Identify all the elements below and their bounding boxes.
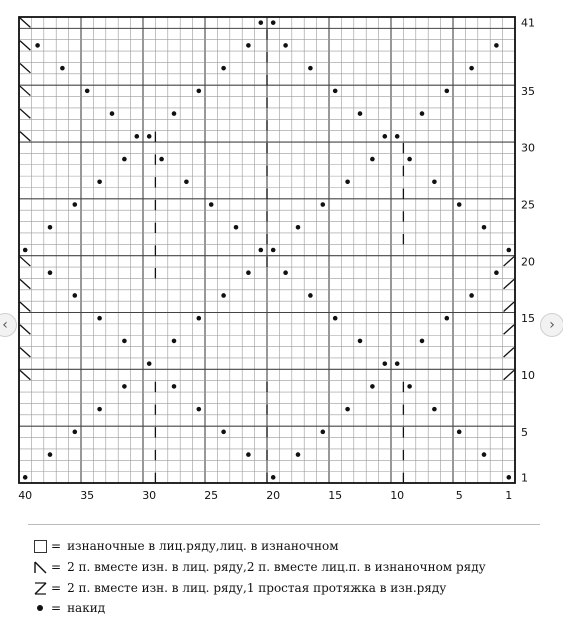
yarn-over-dot xyxy=(445,316,450,321)
yarn-over-dot xyxy=(48,452,53,457)
x-tick-label: 35 xyxy=(80,489,95,502)
chevron-left-icon: ‹ xyxy=(2,317,8,333)
yarn-over-dot xyxy=(197,316,202,321)
yarn-over-dot xyxy=(60,66,65,71)
left-slant-stitch xyxy=(20,109,30,118)
legend-label: изнаночные в лиц.ряду,лиц. в изнаночном xyxy=(67,539,339,553)
yarn-over-dot xyxy=(48,225,53,230)
yarn-over-dot xyxy=(283,43,288,48)
yarn-over-dot xyxy=(184,180,189,185)
yarn-over-dot xyxy=(321,202,326,207)
right-slant-icon xyxy=(34,582,47,595)
yarn-over-dot xyxy=(358,339,363,344)
yarn-over-dot xyxy=(383,134,388,139)
y-tick-label: 5 xyxy=(521,425,528,439)
x-tick-label: 10 xyxy=(390,489,405,502)
left-slant-stitch xyxy=(20,257,30,266)
legend-item-left-slant: = 2 п. вместе изн. в лиц. ряду,2 п. вместе лиц.п. в изнаночном ряду xyxy=(34,560,486,574)
yarn-over-dot xyxy=(469,293,474,298)
yarn-over-dot xyxy=(457,202,462,207)
yarn-over-dot xyxy=(234,225,239,230)
legend xyxy=(28,524,540,623)
yarn-over-dot xyxy=(73,202,78,207)
yarn-over-dot xyxy=(383,361,388,366)
x-tick-label: 1 xyxy=(505,489,513,502)
yarn-over-dot xyxy=(48,270,53,275)
yarn-over-dot xyxy=(333,316,338,321)
legend-item-right-slant: = 2 п. вместе изн. в лиц. ряду,1 простая протяжка в изн.ряду xyxy=(34,581,446,595)
yarn-over-dot xyxy=(221,430,226,435)
left-slant-stitch xyxy=(20,18,30,27)
yarn-over-dot xyxy=(308,293,313,298)
yarn-over-dot xyxy=(420,339,425,344)
yarn-over-dot xyxy=(209,202,214,207)
yarn-over-dot xyxy=(407,384,412,389)
right-slant-stitch xyxy=(504,370,514,379)
yarn-over-dot xyxy=(432,180,437,185)
legend-item-dot: = накид xyxy=(34,601,105,615)
empty-square-icon xyxy=(34,540,47,553)
yarn-over-dot xyxy=(135,134,140,139)
yarn-over-dot xyxy=(283,270,288,275)
yarn-over-dot xyxy=(395,361,400,366)
left-slant-stitch xyxy=(20,302,30,311)
left-slant-stitch xyxy=(20,279,30,288)
yarn-over-dot xyxy=(35,43,40,48)
yarn-over-dot xyxy=(73,430,78,435)
yarn-over-dot xyxy=(395,134,400,139)
yarn-over-dot xyxy=(271,248,276,253)
right-slant-stitch xyxy=(504,348,514,357)
left-slant-icon xyxy=(34,561,47,574)
left-slant-stitch xyxy=(20,132,30,141)
yarn-over-dot xyxy=(259,248,264,253)
yarn-over-dot xyxy=(23,248,28,253)
yarn-over-dot xyxy=(271,475,276,480)
yarn-over-dot xyxy=(172,384,177,389)
yarn-over-dot xyxy=(122,384,127,389)
yarn-over-dot xyxy=(97,407,102,412)
yarn-over-dot xyxy=(246,43,251,48)
yarn-over-dot xyxy=(507,475,512,480)
yarn-over-dot xyxy=(197,407,202,412)
yarn-over-dot xyxy=(246,452,251,457)
right-slant-stitch xyxy=(504,279,514,288)
yarn-over-dot xyxy=(445,89,450,94)
left-slant-stitch xyxy=(20,325,30,334)
y-tick-label: 1 xyxy=(521,471,528,485)
yarn-over-dot xyxy=(494,43,499,48)
yarn-over-dot xyxy=(172,339,177,344)
yarn-over-dot xyxy=(333,89,338,94)
legend-label: 2 п. вместе изн. в лиц. ряду,1 простая протяжка в изн.ряду xyxy=(67,581,447,595)
x-tick-label: 30 xyxy=(142,489,157,502)
x-tick-label: 25 xyxy=(204,489,219,502)
yarn-over-dot xyxy=(221,66,226,71)
yarn-over-dot xyxy=(259,20,264,25)
left-slant-stitch xyxy=(20,86,30,95)
yarn-over-dot xyxy=(345,180,350,185)
right-slant-stitch xyxy=(504,302,514,311)
y-tick-label: 15 xyxy=(521,312,535,326)
y-tick-label: 25 xyxy=(521,198,535,212)
x-tick-label: 15 xyxy=(328,489,343,502)
yarn-over-dot xyxy=(172,111,177,116)
yarn-over-dot xyxy=(147,134,152,139)
left-slant-stitch xyxy=(20,63,30,72)
dot-icon xyxy=(34,602,47,615)
yarn-over-dot xyxy=(97,180,102,185)
y-tick-label: 35 xyxy=(521,84,535,98)
y-tick-label: 30 xyxy=(521,141,535,155)
left-slant-stitch xyxy=(20,370,30,379)
yarn-over-dot xyxy=(159,157,164,162)
right-slant-stitch xyxy=(504,325,514,334)
yarn-over-dot xyxy=(321,430,326,435)
legend-label: накид xyxy=(67,601,106,615)
yarn-over-dot xyxy=(197,89,202,94)
yarn-over-dot xyxy=(432,407,437,412)
yarn-over-dot xyxy=(482,225,487,230)
yarn-over-dot xyxy=(85,89,90,94)
yarn-over-dot xyxy=(370,157,375,162)
yarn-over-dot xyxy=(420,111,425,116)
legend-label: 2 п. вместе изн. в лиц. ряду,2 п. вместе лиц.п. в изнаночном ряду xyxy=(67,560,486,574)
yarn-over-dot xyxy=(122,339,127,344)
yarn-over-dot xyxy=(110,111,115,116)
chevron-right-icon: › xyxy=(549,317,555,333)
legend-item-empty: = изнаночные в лиц.ряду,лиц. в изнаночном xyxy=(34,539,339,553)
yarn-over-dot xyxy=(97,316,102,321)
yarn-over-dot xyxy=(147,361,152,366)
next-arrow-button[interactable] xyxy=(540,313,563,337)
yarn-over-dot xyxy=(345,407,350,412)
y-tick-label: 41 xyxy=(521,16,535,30)
yarn-over-dot xyxy=(122,157,127,162)
yarn-over-dot xyxy=(494,270,499,275)
y-tick-label: 10 xyxy=(521,369,535,383)
yarn-over-dot xyxy=(271,20,276,25)
yarn-over-dot xyxy=(308,66,313,71)
yarn-over-dot xyxy=(457,430,462,435)
x-tick-label: 40 xyxy=(18,489,33,502)
yarn-over-dot xyxy=(358,111,363,116)
x-tick-label: 20 xyxy=(266,489,281,502)
y-tick-label: 20 xyxy=(521,255,535,269)
right-slant-stitch xyxy=(504,257,514,266)
yarn-over-dot xyxy=(469,66,474,71)
yarn-over-dot xyxy=(370,384,375,389)
yarn-over-dot xyxy=(482,452,487,457)
left-slant-stitch xyxy=(20,348,30,357)
yarn-over-dot xyxy=(407,157,412,162)
yarn-over-dot xyxy=(296,452,301,457)
x-tick-label: 5 xyxy=(455,489,463,502)
yarn-over-dot xyxy=(507,248,512,253)
yarn-over-dot xyxy=(221,293,226,298)
yarn-over-dot xyxy=(246,270,251,275)
yarn-over-dot xyxy=(296,225,301,230)
left-slant-stitch xyxy=(20,41,30,50)
yarn-over-dot xyxy=(23,475,28,480)
yarn-over-dot xyxy=(73,293,78,298)
